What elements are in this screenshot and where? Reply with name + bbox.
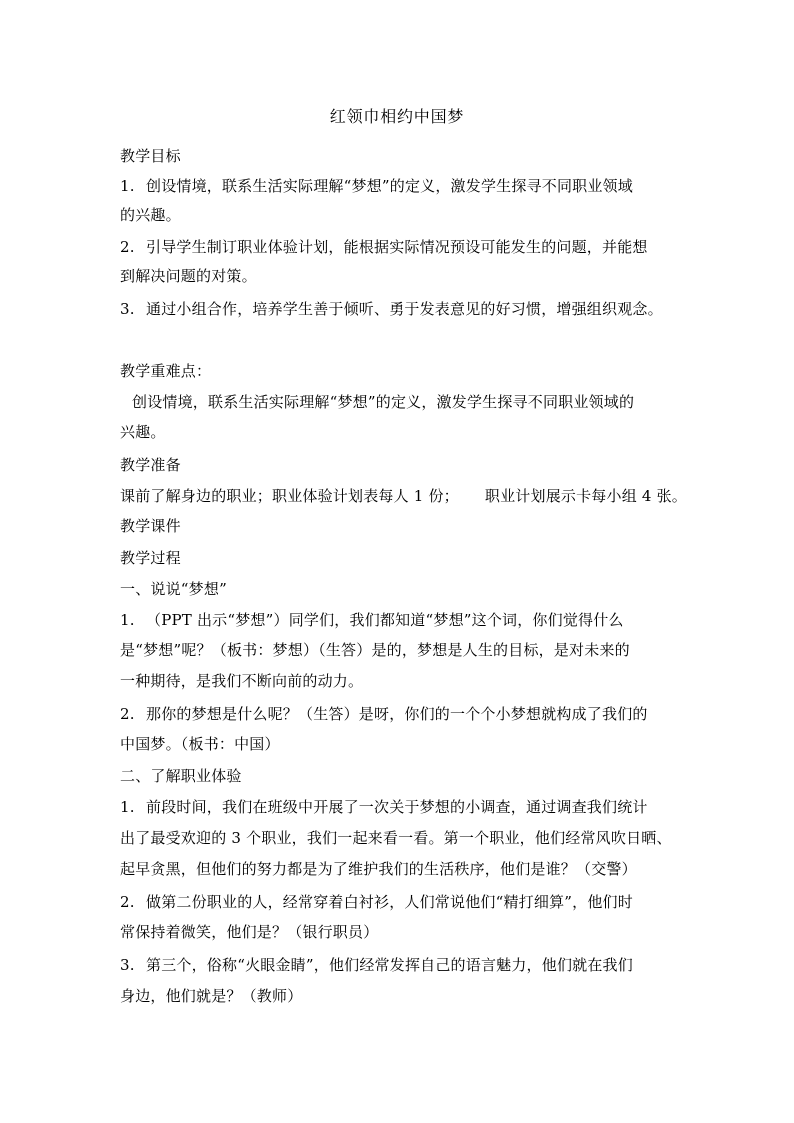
preparation-line (120, 486, 687, 506)
key-points-line-1 (120, 392, 680, 412)
objective-1-line-2: 的兴趣。 (120, 206, 181, 224)
part-one-item-2-line-1 (120, 704, 680, 724)
courseware-heading: 教学课件 (120, 517, 181, 535)
part-one-item-1-line-3: 一种期待，是我们不断向前的动力。 (120, 672, 364, 690)
part-two-item-1-line-1 (120, 797, 680, 817)
preparation-heading: 教学准备 (120, 456, 181, 474)
part-two-item-3-number: 3. (120, 956, 135, 974)
part-two-item-3-line-1 (120, 955, 680, 975)
part-one-item-1-line-2: 是“梦想”呢？（板书：梦想）（生答）是的，梦想是人生的目标，是对未来的 (120, 641, 630, 659)
key-points-line-2: 兴趣。 (120, 423, 166, 441)
objective-2-number: 2. (120, 238, 135, 256)
objective-2-line-2: 到解决问题的对策。 (120, 267, 257, 285)
part-one-item-2-number: 2. (120, 705, 135, 723)
document-title: 红领巾相约中国梦 (329, 107, 465, 126)
part-two-item-1-number: 1. (120, 798, 135, 816)
part-two-item-1-line-2: 出了最受欢迎的 3 个职业，我们一起来看一看。第一个职业，他们经常风吹日晒、 (120, 829, 672, 847)
objective-1-line-1 (120, 176, 680, 196)
objective-2-text-1: 引导学生制订职业体验计划，能根据实际情况预设可能发生的问题，并能想 (146, 238, 648, 256)
key-points-text-1: 创设情境，联系生活实际理解“梦想”的定义，激发学生探寻不同职业领域的 (132, 393, 635, 411)
key-points-heading: 教学重难点： (120, 362, 212, 380)
part-two-item-2-number: 2. (120, 893, 135, 911)
objective-3-text-1: 通过小组合作，培养学生善于倾听、勇于发表意见的好习惯，增强组织观念。 (146, 300, 663, 318)
objective-1-number: 1. (120, 177, 135, 195)
objective-2-line-1 (120, 237, 680, 257)
part-two-heading: 二、了解职业体验 (120, 767, 242, 785)
part-two-item-2-line-2: 常保持着微笑，他们是？（银行职员） (120, 923, 379, 941)
part-two-item-1-text-1: 前段时间，我们在班级中开展了一次关于梦想的小调查，通过调查我们统计 (146, 798, 648, 816)
preparation-part-1: 课前了解身边的职业；职业体验计划表每人 1 份； (120, 487, 459, 505)
part-two-item-1-line-3: 起早贪黑，但他们的努力都是为了维护我们的生活秩序，他们是谁？（交警） (120, 860, 637, 878)
objectives-heading: 教学目标 (120, 147, 181, 165)
objective-1-text-1: 创设情境，联系生活实际理解“梦想”的定义，激发学生探寻不同职业领域 (146, 177, 633, 195)
part-two-item-3-text-1: 第三个，俗称“火眼金睛”，他们经常发挥自己的语言魅力，他们就在我们 (146, 956, 633, 974)
part-one-heading: 一、说说“梦想” (120, 580, 227, 598)
part-two-item-3-line-2: 身边，他们就是？（教师） (120, 987, 303, 1005)
part-one-item-1-number: 1. (120, 611, 135, 629)
part-one-item-1-line-1 (120, 610, 680, 630)
objective-3-number: 3. (120, 300, 135, 318)
objective-3-line-1 (120, 299, 680, 319)
part-one-item-2-line-2: 中国梦。（板书：中国） (120, 735, 280, 753)
part-two-item-2-line-1 (120, 892, 680, 912)
process-heading: 教学过程 (120, 549, 181, 567)
part-one-item-1-text-1: （PPT 出示“梦想”）同学们，我们都知道“梦想”这个词，你们觉得什么 (146, 611, 624, 629)
preparation-part-2: 职业计划展示卡每小组 4 张。 (484, 487, 687, 505)
part-one-item-2-text-1: 那你的梦想是什么呢？（生答）是呀，你们的一个个小梦想就构成了我们的 (146, 705, 648, 723)
part-two-item-2-text-1: 做第二份职业的人，经常穿着白衬衫，人们常说他们“精打细算”，他们时 (146, 893, 633, 911)
